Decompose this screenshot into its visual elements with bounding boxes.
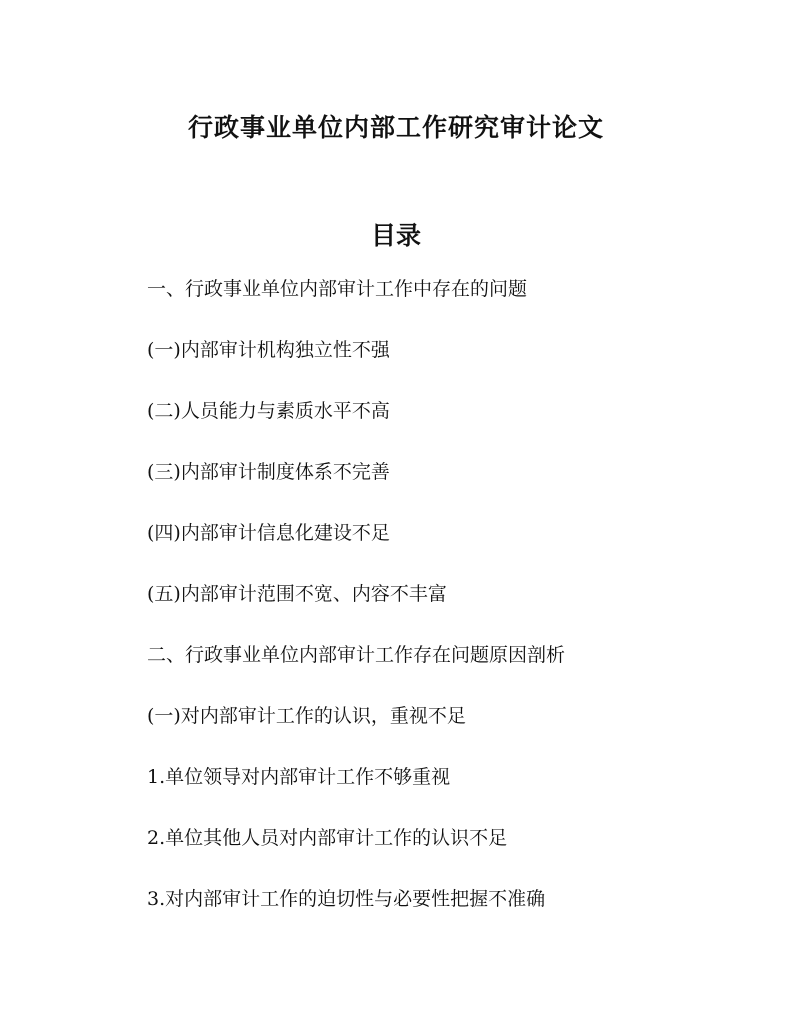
toc-heading: 目录 bbox=[370, 221, 421, 250]
toc-item: 2.单位其他人员对内部审计工作的认识不足 bbox=[147, 827, 508, 849]
table-of-contents bbox=[147, 272, 565, 943]
toc-item: 3.对内部审计工作的迫切性与必要性把握不准确 bbox=[147, 888, 546, 910]
toc-item: (四)内部审计信息化建设不足 bbox=[147, 522, 390, 544]
toc-item: 1.单位领导对内部审计工作不够重视 bbox=[147, 766, 451, 788]
toc-item: (一)内部审计机构独立性不强 bbox=[147, 339, 390, 361]
toc-item: 一、行政事业单位内部审计工作中存在的问题 bbox=[147, 278, 528, 300]
document-title: 行政事业单位内部工作研究审计论文 bbox=[187, 113, 604, 142]
toc-item: (一)对内部审计工作的认识，重视不足 bbox=[147, 705, 466, 727]
toc-item: 二、行政事业单位内部审计工作存在问题原因剖析 bbox=[147, 644, 566, 666]
toc-item: (五)内部审计范围不宽、内容不丰富 bbox=[147, 583, 447, 605]
toc-item: (三)内部审计制度体系不完善 bbox=[147, 461, 390, 483]
toc-item: (二)人员能力与素质水平不高 bbox=[147, 400, 390, 422]
